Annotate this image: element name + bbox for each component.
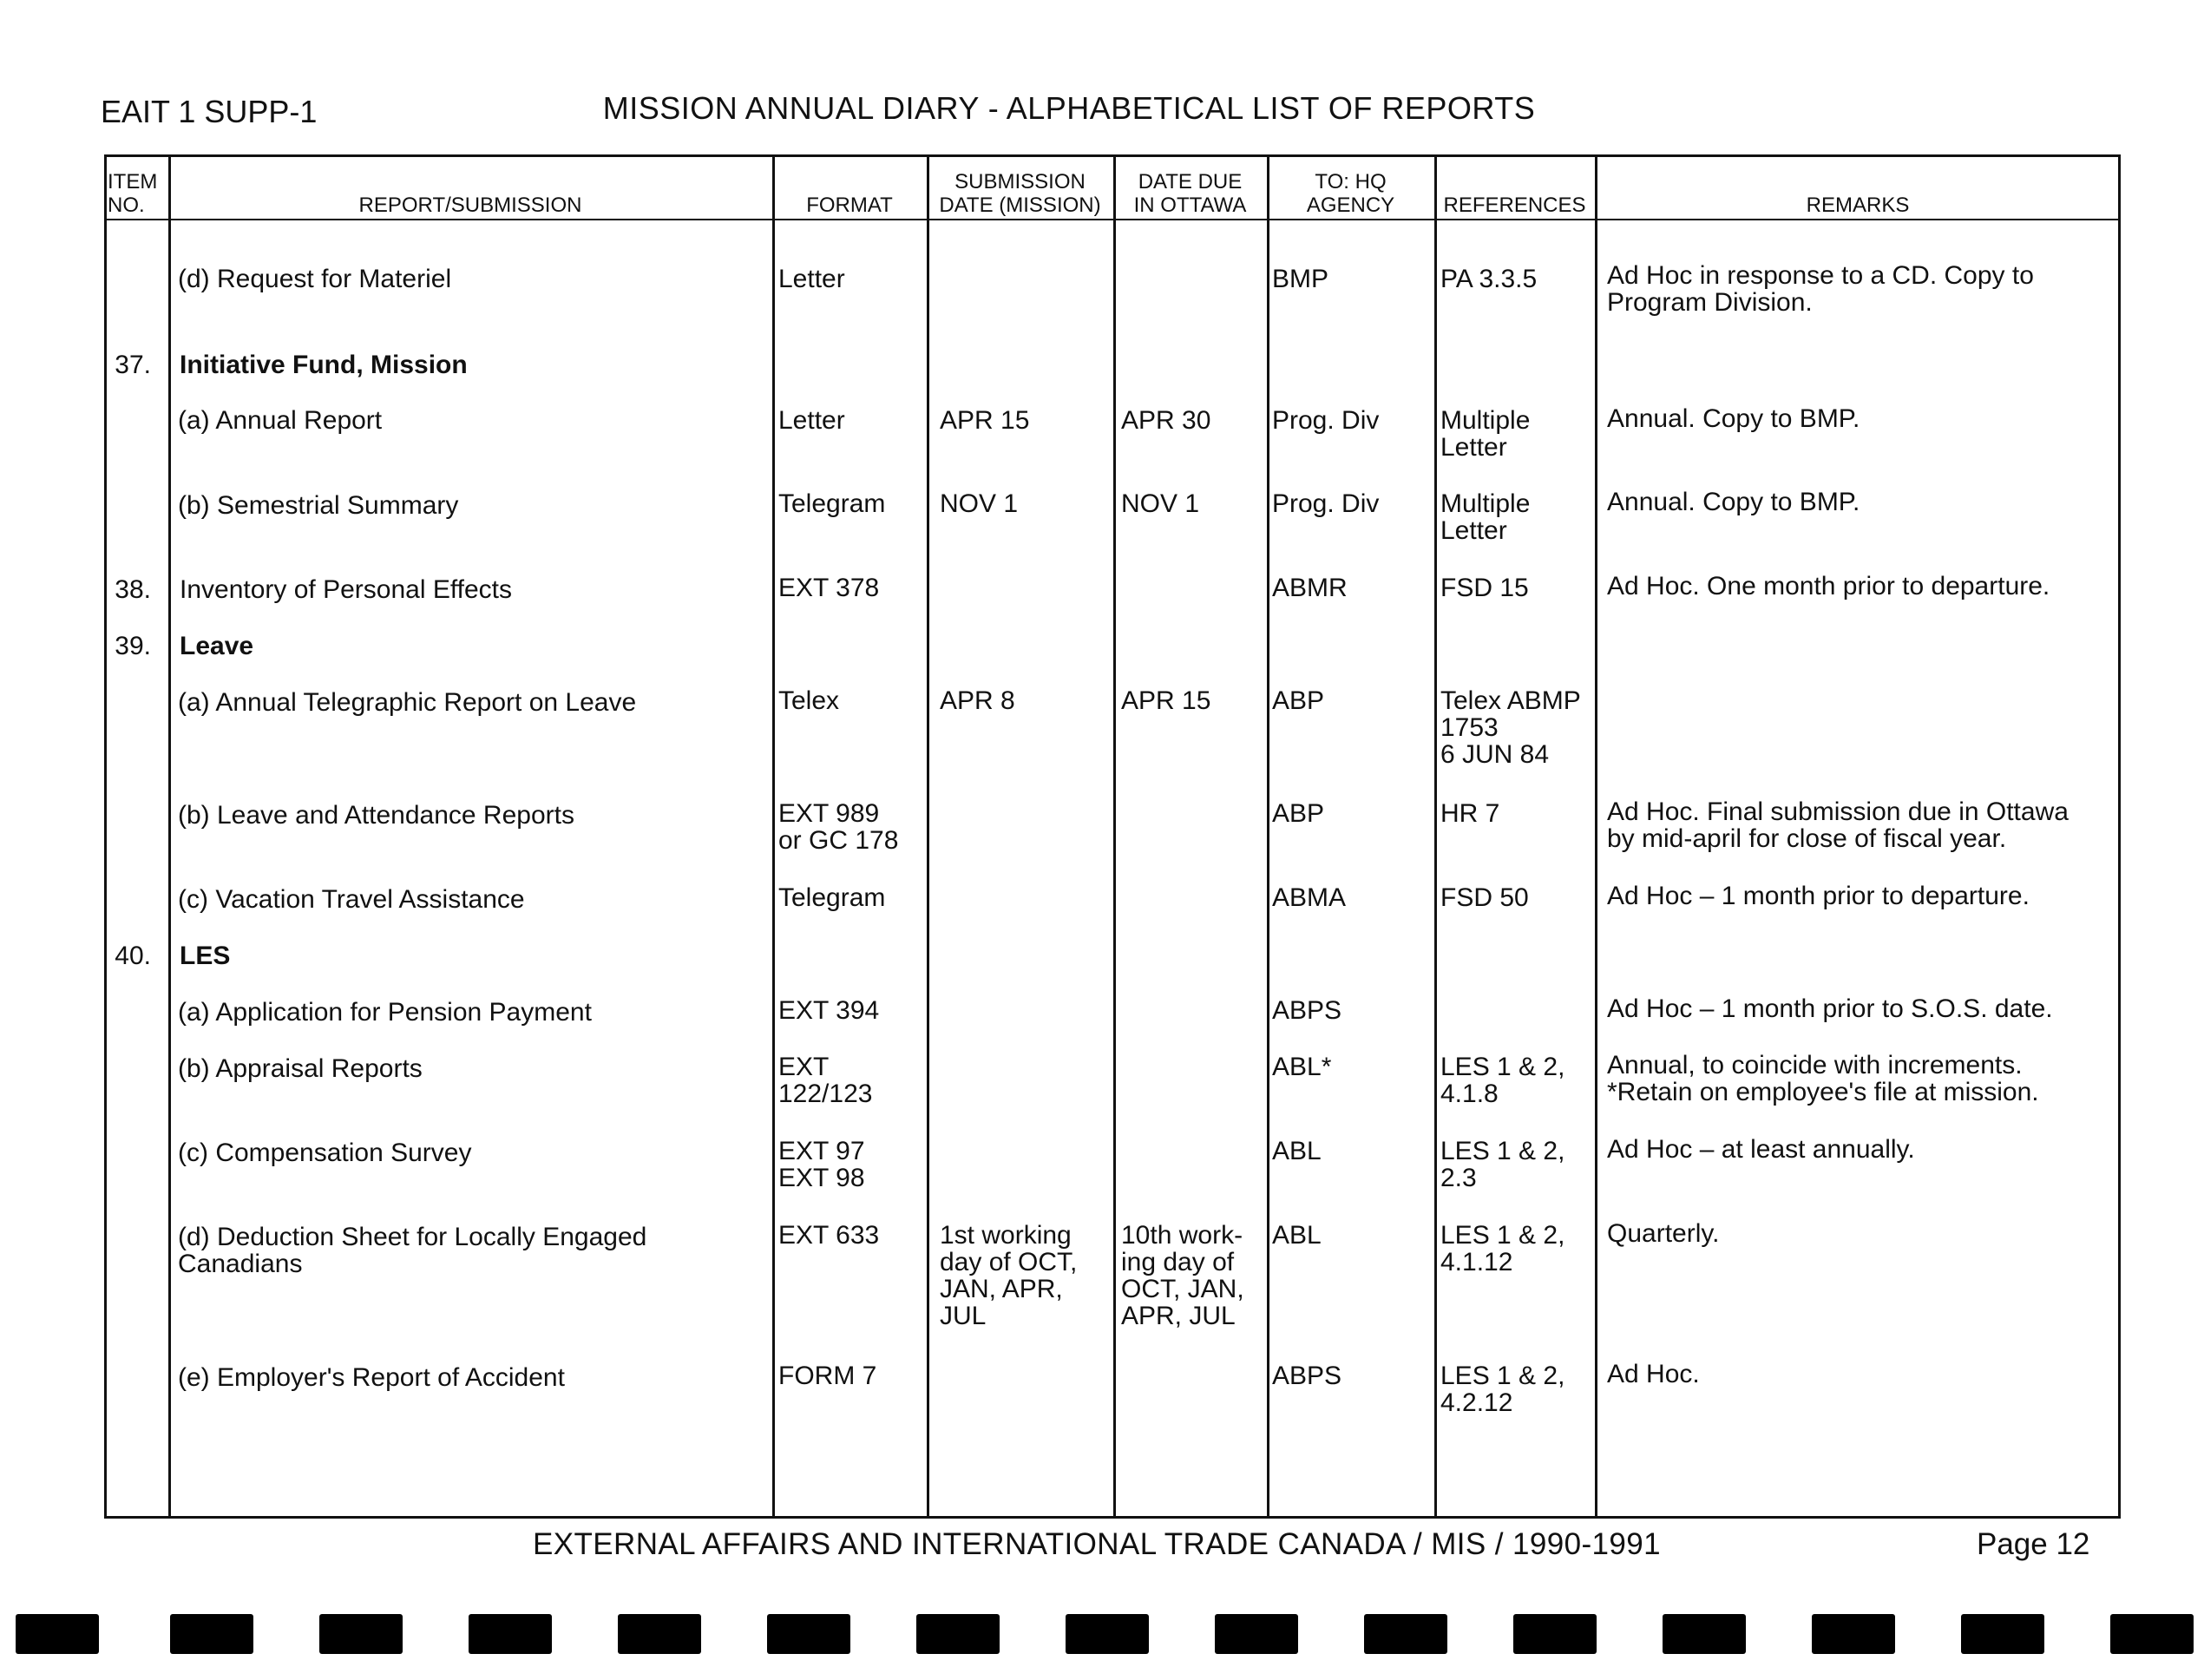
row-references: LES 1 & 2, 4.2.12 xyxy=(1440,1362,1565,1417)
row-format: EXT 378 xyxy=(778,574,880,602)
binding-hole xyxy=(618,1614,701,1654)
row-agency: ABP xyxy=(1272,686,1325,715)
row-remarks: Annual. Copy to BMP. xyxy=(1607,488,1860,516)
row-remarks: Quarterly. xyxy=(1607,1219,1720,1248)
row-format: EXT 97 EXT 98 xyxy=(778,1137,865,1192)
row-submission: APR 15 xyxy=(940,406,1030,435)
row-references: Multiple Letter xyxy=(1440,406,1531,462)
row-format: EXT 633 xyxy=(778,1221,880,1250)
row-report: (c) Vacation Travel Assistance xyxy=(178,885,525,914)
binding-hole xyxy=(1215,1614,1298,1654)
row-remarks: Ad Hoc. xyxy=(1607,1360,1700,1388)
row-report: (d) Deduction Sheet for Locally Engaged Canadians xyxy=(178,1223,647,1278)
page-title xyxy=(0,90,2204,127)
header-due: DATE DUE IN OTTAWA xyxy=(1133,170,1247,217)
row-due: APR 30 xyxy=(1121,406,1211,435)
binding-hole xyxy=(16,1614,99,1654)
binding-hole xyxy=(1961,1614,2044,1654)
row-due: NOV 1 xyxy=(1121,489,1200,518)
column-divider xyxy=(168,154,171,1519)
row-report: (a) Annual Telegraphic Report on Leave xyxy=(178,688,637,717)
page-title-text: MISSION ANNUAL DIARY - ALPHABETICAL LIST OF REPORTS xyxy=(602,90,1536,126)
row-agency: ABMA xyxy=(1272,883,1347,912)
header-rule xyxy=(104,219,2121,220)
row-agency: ABPS xyxy=(1272,1362,1342,1390)
column-divider xyxy=(1267,154,1269,1519)
header-item-no: ITEM NO. xyxy=(108,170,158,217)
row-item-no: 39. xyxy=(115,632,151,660)
row-remarks: Ad Hoc. One month prior to departure. xyxy=(1607,572,2050,600)
row-remarks: Ad Hoc – 1 month prior to S.O.S. date. xyxy=(1607,994,2053,1023)
row-report: (b) Semestrial Summary xyxy=(178,491,459,520)
row-agency: ABP xyxy=(1272,799,1325,828)
row-due: 10th work- ing day of OCT, JAN, APR, JUL xyxy=(1121,1221,1244,1330)
row-remarks: Ad Hoc – 1 month prior to departure. xyxy=(1607,882,2030,910)
header-format: FORMAT xyxy=(806,194,893,217)
row-references: FSD 50 xyxy=(1440,883,1529,912)
row-remarks: Ad Hoc. Final submission due in Ottawa by mid-april for close of fiscal year. xyxy=(1607,797,2069,853)
document-code: EAIT 1 SUPP-1 xyxy=(101,94,318,129)
row-remarks: Ad Hoc in response to a CD. Copy to Program Division. xyxy=(1607,261,2034,317)
row-item-no: 38. xyxy=(115,575,151,604)
header-submission: SUBMISSION DATE (MISSION) xyxy=(939,170,1101,217)
row-format: EXT 989 or GC 178 xyxy=(778,799,899,855)
binding-hole xyxy=(1663,1614,1746,1654)
column-divider xyxy=(1434,154,1437,1519)
row-remarks: Ad Hoc – at least annually. xyxy=(1607,1135,1915,1164)
binding-hole xyxy=(767,1614,850,1654)
row-agency: Prog. Div xyxy=(1272,489,1380,518)
row-agency: ABL* xyxy=(1272,1053,1332,1081)
row-format: Letter xyxy=(778,265,845,293)
row-report: (e) Employer's Report of Accident xyxy=(178,1363,565,1392)
row-submission: APR 8 xyxy=(940,686,1015,715)
row-format: Telegram xyxy=(778,883,886,912)
row-report: Inventory of Personal Effects xyxy=(180,575,512,604)
footer-organization: EXTERNAL AFFAIRS AND INTERNATIONAL TRADE CANADA / MIS / 1990-1991 xyxy=(533,1527,1661,1561)
binding-hole xyxy=(170,1614,253,1654)
binding-hole xyxy=(916,1614,1000,1654)
column-divider xyxy=(1595,154,1597,1519)
binding-hole xyxy=(319,1614,403,1654)
row-references: FSD 15 xyxy=(1440,574,1529,602)
row-format: Letter xyxy=(778,406,845,435)
row-format: FORM 7 xyxy=(778,1362,877,1390)
row-report: (b) Appraisal Reports xyxy=(178,1054,423,1083)
binding-hole xyxy=(1812,1614,1895,1654)
header-agency: TO: HQ AGENCY xyxy=(1306,170,1395,217)
row-submission: 1st working day of OCT, JAN, APR, JUL xyxy=(940,1221,1078,1330)
row-agency: ABL xyxy=(1272,1221,1322,1250)
row-format: EXT 122/123 xyxy=(778,1053,873,1108)
row-references: HR 7 xyxy=(1440,799,1500,828)
header-remarks: REMARKS xyxy=(1806,194,1910,217)
binding-hole xyxy=(1364,1614,1447,1654)
row-item-no: 40. xyxy=(115,942,151,970)
column-divider xyxy=(1113,154,1116,1519)
section-heading: LES xyxy=(180,942,231,970)
column-divider xyxy=(772,154,775,1519)
binding-hole xyxy=(1513,1614,1597,1654)
row-format: Telegram xyxy=(778,489,886,518)
row-references: LES 1 & 2, 4.1.8 xyxy=(1440,1053,1565,1108)
row-submission: NOV 1 xyxy=(940,489,1019,518)
row-references: Telex ABMP 1753 6 JUN 84 xyxy=(1440,686,1581,769)
column-divider xyxy=(927,154,929,1519)
page-number: Page 12 xyxy=(1977,1527,2090,1561)
row-agency: ABL xyxy=(1272,1137,1322,1165)
row-remarks: Annual. Copy to BMP. xyxy=(1607,404,1860,433)
binding-holes xyxy=(0,1614,2204,1656)
row-report: (a) Annual Report xyxy=(178,406,383,435)
binding-hole xyxy=(2110,1614,2194,1654)
binding-hole xyxy=(469,1614,552,1654)
row-references: LES 1 & 2, 4.1.12 xyxy=(1440,1221,1565,1276)
row-agency: Prog. Div xyxy=(1272,406,1380,435)
row-agency: ABPS xyxy=(1272,996,1342,1025)
row-agency: ABMR xyxy=(1272,574,1348,602)
binding-hole xyxy=(1066,1614,1149,1654)
row-references: LES 1 & 2, 2.3 xyxy=(1440,1137,1565,1192)
row-references: PA 3.3.5 xyxy=(1440,265,1538,293)
row-report: (d) Request for Materiel xyxy=(178,265,452,293)
header-report: REPORT/SUBMISSION xyxy=(358,194,582,217)
row-report: (c) Compensation Survey xyxy=(178,1139,472,1167)
row-format: EXT 394 xyxy=(778,996,880,1025)
row-format: Telex xyxy=(778,686,840,715)
row-references: Multiple Letter xyxy=(1440,489,1531,545)
row-report: (a) Application for Pension Payment xyxy=(178,998,592,1027)
section-heading: Leave xyxy=(180,632,254,660)
row-remarks: Annual, to coincide with increments. *Retain on employee's file at mission. xyxy=(1607,1051,2039,1106)
row-report: (b) Leave and Attendance Reports xyxy=(178,801,574,830)
row-due: APR 15 xyxy=(1121,686,1211,715)
header-references: REFERENCES xyxy=(1443,194,1586,217)
section-heading: Initiative Fund, Mission xyxy=(180,351,468,379)
row-item-no: 37. xyxy=(115,351,151,379)
row-agency: BMP xyxy=(1272,265,1329,293)
